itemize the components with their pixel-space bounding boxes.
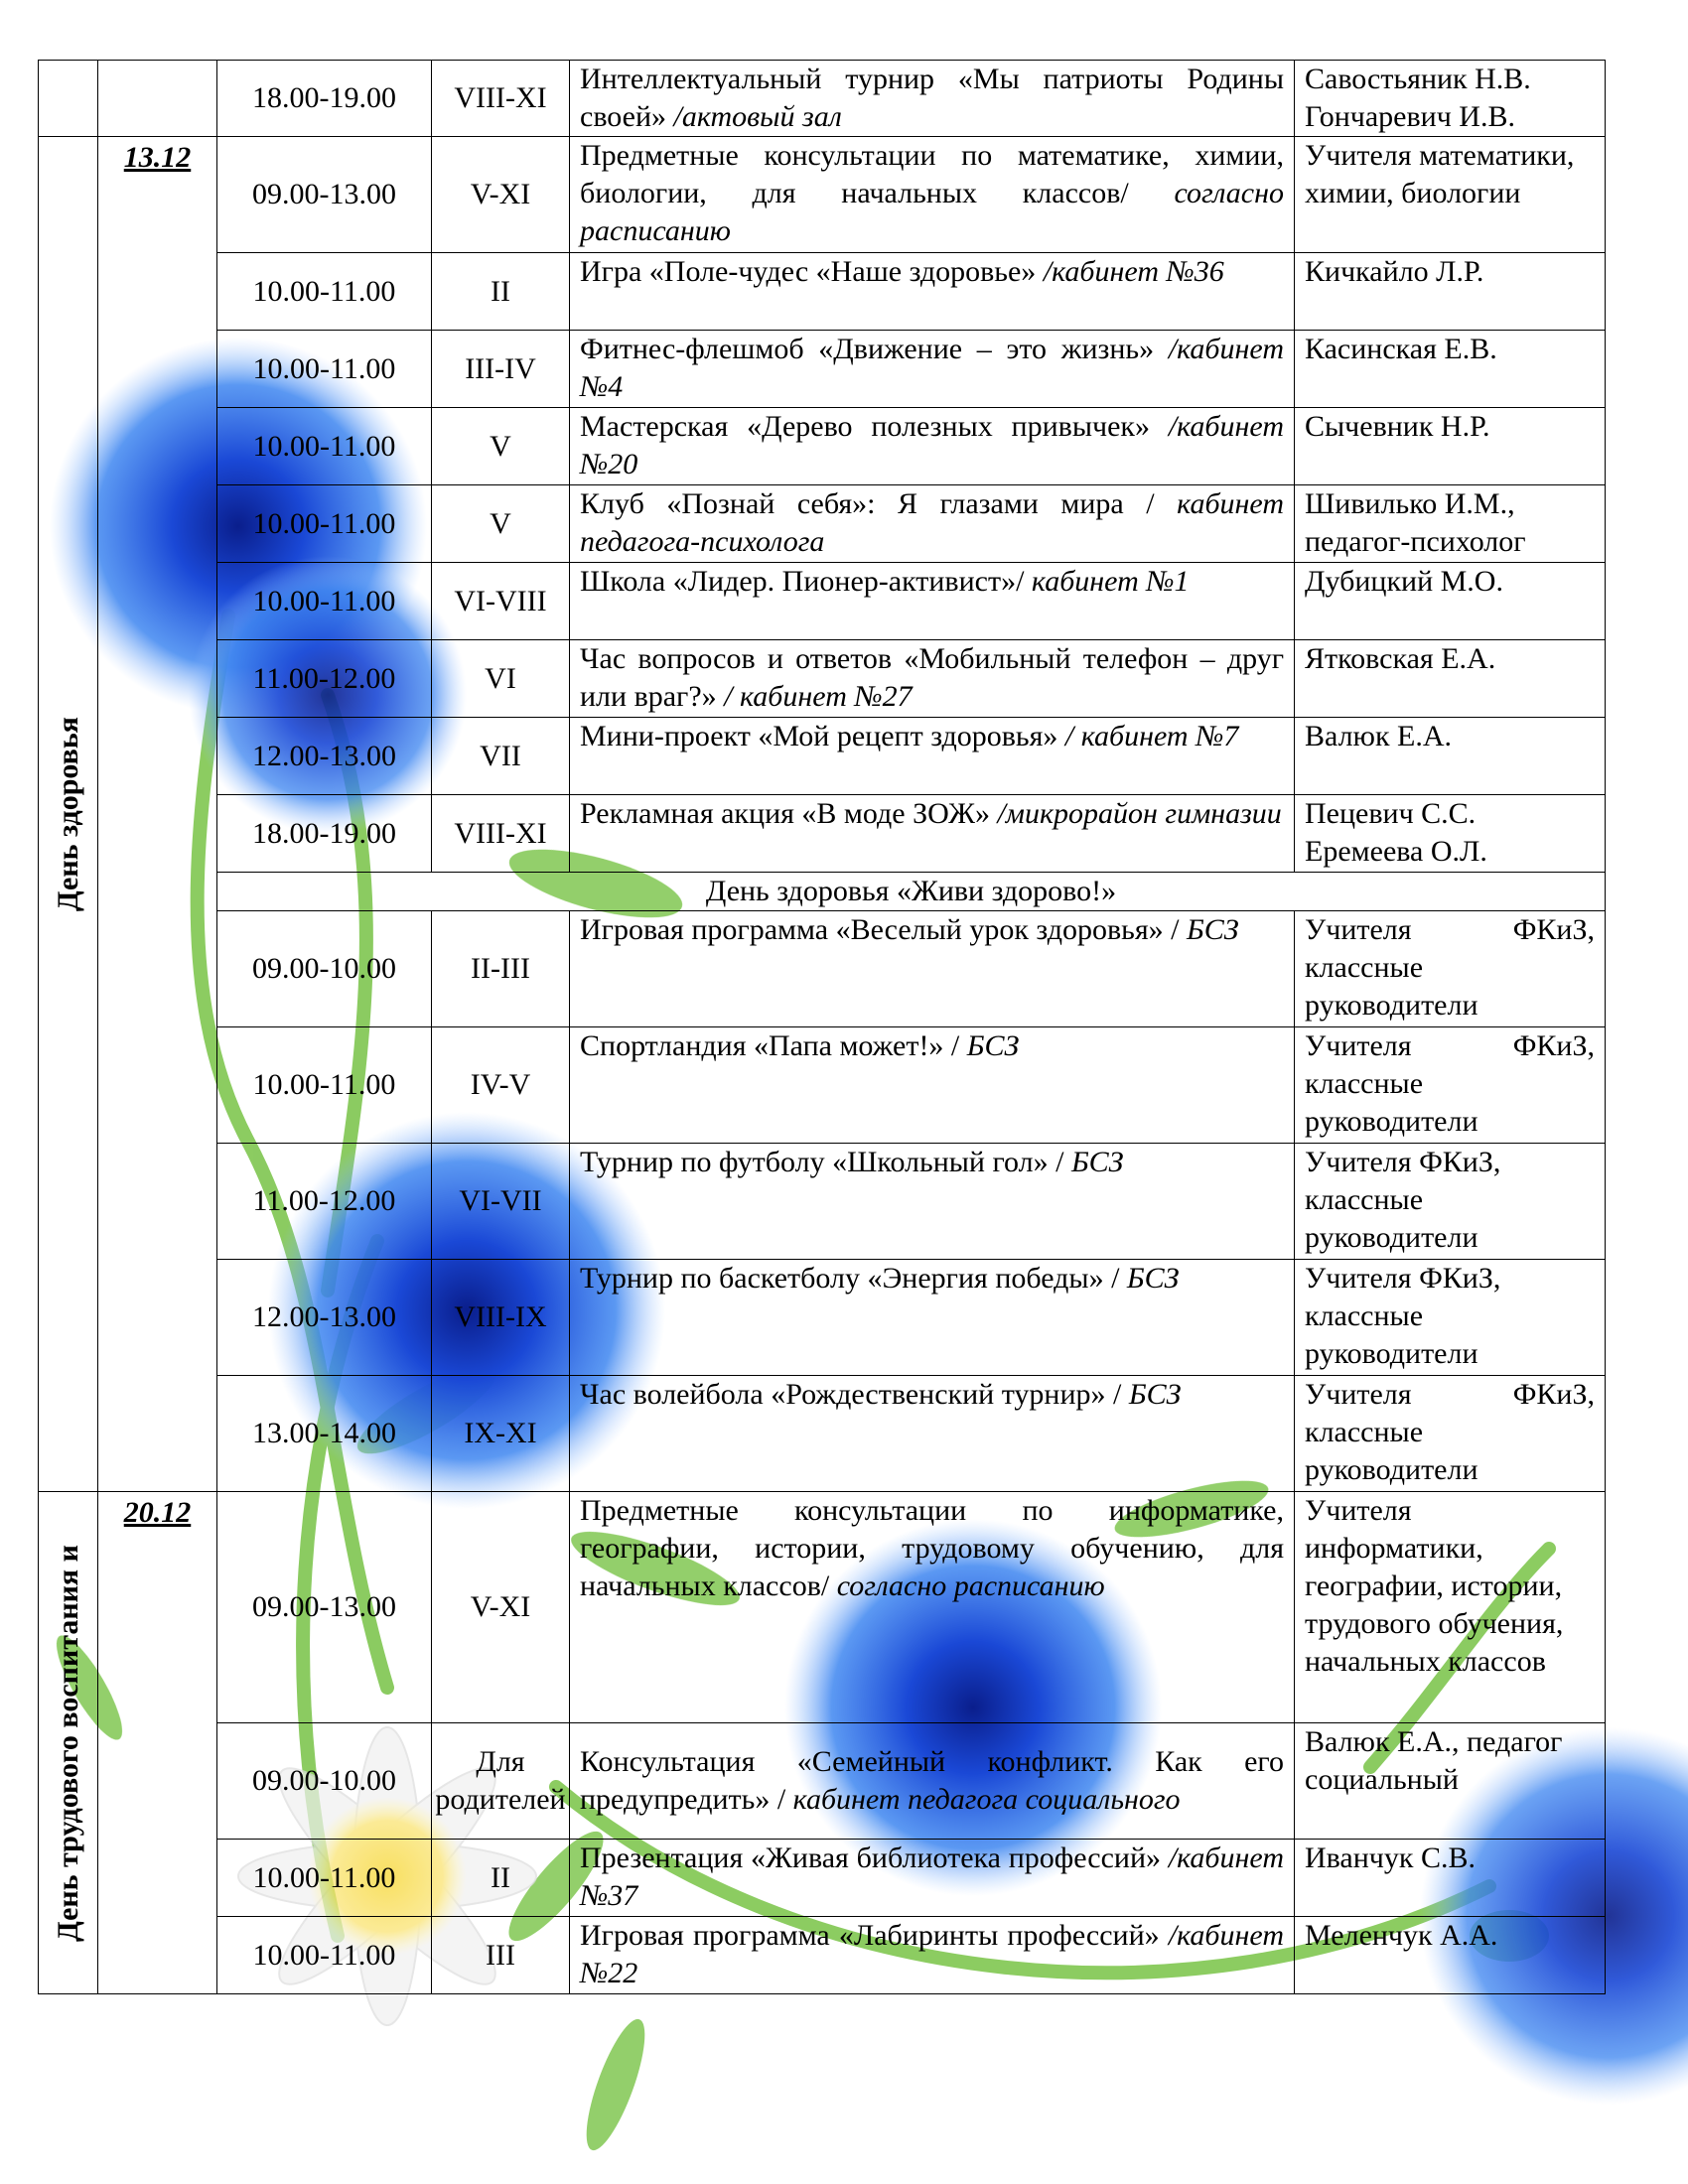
time-cell: 10.00-11.00 — [217, 408, 432, 485]
responsible-cell: Иванчук С.В. — [1295, 1840, 1606, 1917]
responsible-cell: Учителя ФКиЗ, классные руководители — [1295, 1144, 1606, 1260]
grade-cell: VII — [432, 718, 570, 795]
date-cell — [98, 137, 217, 1492]
grade-cell: VI-VIII — [432, 563, 570, 640]
event-title: Турнир по баскетболу «Энергия победы» / — [580, 1262, 1127, 1295]
responsible-cell: Учителя ФКиЗ, классные руководители — [1295, 911, 1606, 1027]
table-row — [39, 718, 1606, 795]
responsible-cell: Учителя информатики, географии, истории, трудового обучения, начальных классов — [1295, 1492, 1606, 1723]
grade-cell: Для родителей — [432, 1723, 570, 1840]
event-title: Предметные консультации по информатике, географии, истории, трудовому обучению, для начальных классов/ — [580, 1494, 1284, 1602]
event-location: / кабинет №7 — [1064, 720, 1239, 752]
table-row — [39, 1840, 1606, 1917]
section-banner: День здоровья «Живи здорово!» — [217, 873, 1606, 911]
table-row — [39, 1260, 1606, 1376]
event-title: Мини-проект «Мой рецепт здоровья» — [580, 720, 1065, 752]
event-location: /актовый зал — [666, 100, 842, 133]
day-cell — [39, 61, 98, 137]
event-cell — [570, 563, 1295, 640]
event-cell — [570, 1840, 1295, 1917]
grade-cell: VIII-XI — [432, 795, 570, 873]
time-cell: 11.00-12.00 — [217, 640, 432, 718]
event-location: /кабинет №36 — [1043, 255, 1224, 288]
grade-cell: VI-VII — [432, 1144, 570, 1260]
table-row — [39, 911, 1606, 1027]
event-cell — [570, 640, 1295, 718]
event-location: БСЗ — [1187, 913, 1239, 946]
event-location: кабинет №1 — [1031, 565, 1190, 598]
event-location: /кабинет №4 — [580, 333, 1284, 403]
responsible-cell: Шивилько И.М., педагог-психолог — [1295, 485, 1606, 563]
time-cell: 09.00-10.00 — [217, 1723, 432, 1840]
grade-cell: V — [432, 408, 570, 485]
date-cell — [98, 61, 217, 137]
event-location: БСЗ — [1070, 1146, 1124, 1178]
event-cell — [570, 1723, 1295, 1840]
event-title: Игра «Поле-чудес «Наше здоровье» — [580, 255, 1044, 288]
grade-cell: IV-V — [432, 1027, 570, 1144]
event-location: / кабинет №27 — [724, 680, 913, 713]
table-row — [39, 408, 1606, 485]
time-cell: 10.00-11.00 — [217, 1027, 432, 1144]
event-cell — [570, 911, 1295, 1027]
event-title: Консультация «Семейный конфликт. Как его предупредить» / — [580, 1745, 1284, 1816]
day-label-text: День здоровья — [51, 717, 84, 911]
responsible-cell: Меленчук А.А. — [1295, 1917, 1606, 1994]
table-row — [39, 795, 1606, 873]
day-label-health — [39, 137, 98, 1492]
table-row — [39, 61, 1606, 137]
event-title: Игровая программа «Веселый урок здоровья» / — [580, 913, 1187, 946]
date-label: 20.12 — [123, 1496, 192, 1529]
grade-cell: II — [432, 1840, 570, 1917]
grade-cell: III-IV — [432, 331, 570, 408]
event-title: Мастерская «Дерево полезных привычек» — [580, 410, 1169, 443]
time-cell: 09.00-10.00 — [217, 911, 432, 1027]
responsible-cell: Кичкайло Л.Р. — [1295, 253, 1606, 331]
event-title: Час вопросов и ответов «Мобильный телефон – друг или враг?» — [580, 642, 1284, 713]
event-cell — [570, 795, 1295, 873]
grade-cell: V — [432, 485, 570, 563]
table-row — [39, 253, 1606, 331]
event-cell — [570, 61, 1295, 137]
table-row — [39, 1917, 1606, 1994]
responsible-cell: Сычевник Н.Р. — [1295, 408, 1606, 485]
event-cell — [570, 1376, 1295, 1492]
event-title: Турнир по футболу «Школьный гол» / — [580, 1146, 1071, 1178]
grade-cell: VI — [432, 640, 570, 718]
grade-cell: II — [432, 253, 570, 331]
event-location: кабинет педагога-психолога — [580, 487, 1284, 558]
event-cell — [570, 1027, 1295, 1144]
event-title: Клуб «Познай себя»: Я глазами мира / — [580, 487, 1178, 520]
time-cell: 18.00-19.00 — [217, 61, 432, 137]
event-location: БСЗ — [966, 1029, 1020, 1062]
time-cell: 09.00-13.00 — [217, 1492, 432, 1723]
event-title: Предметные консультации по математике, химии, биологии, для начальных классов/ — [580, 139, 1284, 209]
event-location: /кабинет №22 — [580, 1919, 1284, 1989]
time-cell: 10.00-11.00 — [217, 1917, 432, 1994]
event-cell — [570, 485, 1295, 563]
table-row — [39, 1723, 1606, 1840]
day-label-text: День трудового воспитания и — [51, 1544, 84, 1942]
schedule-table — [38, 60, 1606, 1994]
event-location: /микрорайон гимназии — [997, 797, 1282, 830]
event-cell — [570, 331, 1295, 408]
grade-cell: V-XI — [432, 137, 570, 253]
event-cell — [570, 1917, 1295, 1994]
event-cell — [570, 1260, 1295, 1376]
responsible-cell: Касинская Е.В. — [1295, 331, 1606, 408]
event-location: согласно расписанию — [580, 177, 1284, 247]
event-cell — [570, 1492, 1295, 1723]
table-row — [39, 1144, 1606, 1260]
grade-cell: VIII-IX — [432, 1260, 570, 1376]
event-title: Интеллектуальный турнир «Мы патриоты Родины своей» — [580, 63, 1284, 133]
responsible-cell: Учителя ФКиЗ, классные руководители — [1295, 1376, 1606, 1492]
responsible-cell: Пецевич С.С. Еремеева О.Л. — [1295, 795, 1606, 873]
event-location: БСЗ — [1126, 1262, 1180, 1295]
event-location: БСЗ — [1128, 1378, 1182, 1411]
grade-cell: II-III — [432, 911, 570, 1027]
grade-cell: VIII-XI — [432, 61, 570, 137]
event-location: /кабинет №20 — [580, 410, 1284, 480]
date-cell — [98, 1492, 217, 1994]
grade-cell: III — [432, 1917, 570, 1994]
responsible-cell: Дубицкий М.О. — [1295, 563, 1606, 640]
grade-cell: V-XI — [432, 1492, 570, 1723]
day-label-labor — [39, 1492, 98, 1994]
table-row — [39, 485, 1606, 563]
time-cell: 09.00-13.00 — [217, 137, 432, 253]
date-label: 13.12 — [123, 141, 192, 174]
time-cell: 18.00-19.00 — [217, 795, 432, 873]
event-title: Фитнес-флешмоб «Движение – это жизнь» — [580, 333, 1169, 365]
table-row — [39, 137, 1606, 253]
event-title: Час волейбола «Рождественский турнир» / — [580, 1378, 1129, 1411]
responsible-cell: Учителя математики, химии, биологии — [1295, 137, 1606, 253]
responsible-cell: Учителя ФКиЗ, классные руководители — [1295, 1027, 1606, 1144]
time-cell: 10.00-11.00 — [217, 1840, 432, 1917]
responsible-cell: Ятковская Е.А. — [1295, 640, 1606, 718]
grade-cell: IX-XI — [432, 1376, 570, 1492]
event-location: кабинет педагога социального — [792, 1783, 1181, 1816]
event-cell — [570, 718, 1295, 795]
responsible-cell: Валюк Е.А., педагог социальный — [1295, 1723, 1606, 1840]
event-title: Презентация «Живая библиотека профессий» — [580, 1842, 1169, 1874]
time-cell: 10.00-11.00 — [217, 485, 432, 563]
table-row — [39, 563, 1606, 640]
time-cell: 12.00-13.00 — [217, 1260, 432, 1376]
table-row — [39, 1027, 1606, 1144]
time-cell: 11.00-12.00 — [217, 1144, 432, 1260]
time-cell: 10.00-11.00 — [217, 253, 432, 331]
event-title: Спортландия «Папа может!» / — [580, 1029, 967, 1062]
event-cell — [570, 408, 1295, 485]
time-cell: 13.00-14.00 — [217, 1376, 432, 1492]
time-cell: 10.00-11.00 — [217, 331, 432, 408]
event-cell — [570, 137, 1295, 253]
responsible-cell: Учителя ФКиЗ, классные руководители — [1295, 1260, 1606, 1376]
time-cell: 12.00-13.00 — [217, 718, 432, 795]
event-location: /кабинет №37 — [580, 1842, 1284, 1912]
event-cell — [570, 253, 1295, 331]
event-title: Рекламная акция «В моде ЗОЖ» — [580, 797, 998, 830]
event-title: Игровая программа «Лабиринты профессий» — [580, 1919, 1169, 1952]
event-location: согласно расписанию — [829, 1570, 1105, 1602]
event-cell — [570, 1144, 1295, 1260]
responsible-cell: Валюк Е.А. — [1295, 718, 1606, 795]
table-row — [39, 1492, 1606, 1723]
event-title: Школа «Лидер. Пионер-активист»/ — [580, 565, 1032, 598]
table-row — [39, 873, 1606, 911]
responsible-cell: Савостьяник Н.В. Гончаревич И.В. — [1295, 61, 1606, 137]
table-row — [39, 640, 1606, 718]
table-row — [39, 331, 1606, 408]
table-row — [39, 1376, 1606, 1492]
time-cell: 10.00-11.00 — [217, 563, 432, 640]
